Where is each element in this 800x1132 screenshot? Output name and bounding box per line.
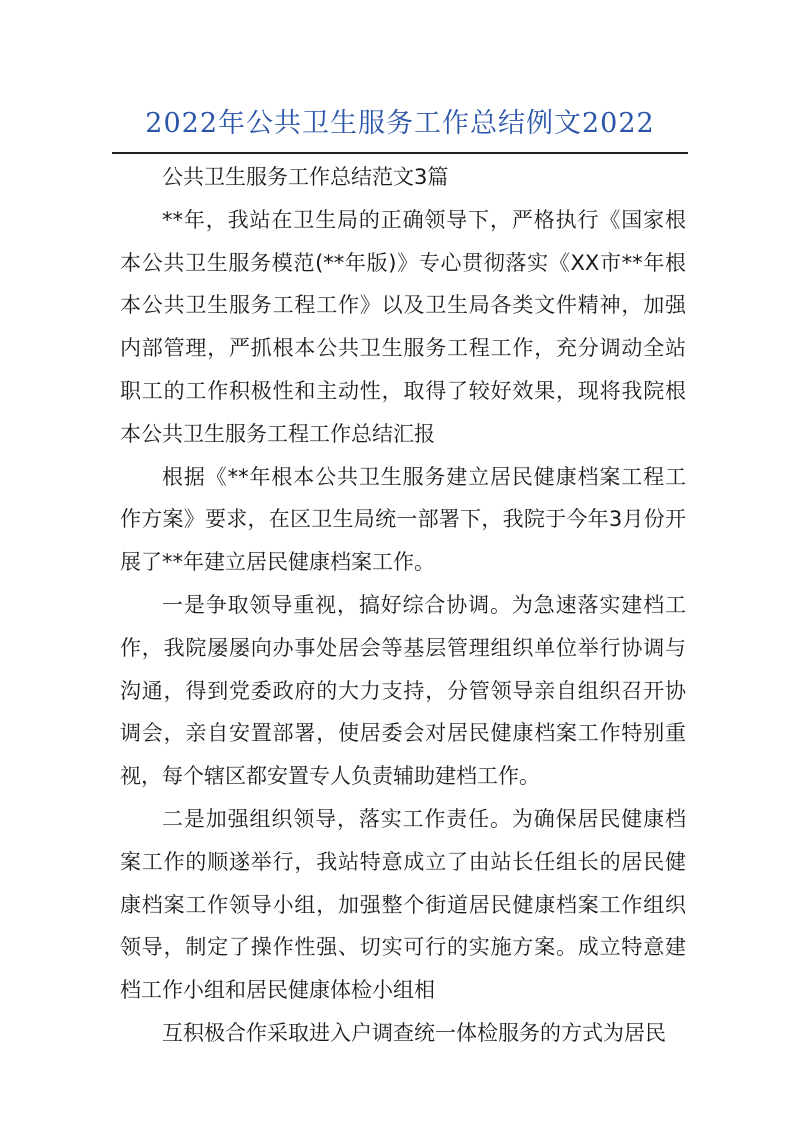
paragraph: 二是加强组织领导，落实工作责任。为确保居民健康档案工作的顺遂举行，我站特意成立了由站长任组长的居民健康档案工作领导小组，加强整个街道居民健康档案工作组织领导，制定了操作性强、切实可行的实施方案。成立特意建档工作小组和居民健康体检小组相 xyxy=(120,806,686,1003)
title-divider xyxy=(112,152,688,154)
paragraph: **年，我站在卫生局的正确领导下，严格执行《国家根本公共卫生服务模范(**年版)》专心贯彻落实《XX市**年根本公共卫生服务工程工作》以及卫生局各类文件精神，加强内部管理，严抓根本公共卫生服务工程工作，充分调动全站职工的工作积极性和主动性，取得了较好效果，现将我院根本公共卫生服务工程工作总结汇报 xyxy=(120,207,686,446)
paragraph-subtitle: 公共卫生服务工作总结范文3篇 xyxy=(162,165,449,189)
paragraph: 互积极合作采取进入户调查统一体检服务的方式为居民 xyxy=(162,1020,666,1045)
paragraph: 一是争取领导重视，搞好综合协调。为急速落实建档工作，我院屡屡向办事处居会等基层管理组织单位举行协调与沟通，得到党委政府的大力支持，分管领导亲自组织召开协调会，亲自安置部署，使居委会对居民健康档案工作特别重视，每个辖区都安置专人负责辅助建档工作。 xyxy=(120,592,686,789)
document-body xyxy=(120,156,686,1055)
document-title: 2022年公共卫生服务工作总结例文2022 xyxy=(145,108,655,139)
paragraph: 根据《**年根本公共卫生服务建立居民健康档案工程工作方案》要求，在区卫生局统一部署下，我院于今年3月份开展了**年建立居民健康档案工作。 xyxy=(120,464,686,575)
